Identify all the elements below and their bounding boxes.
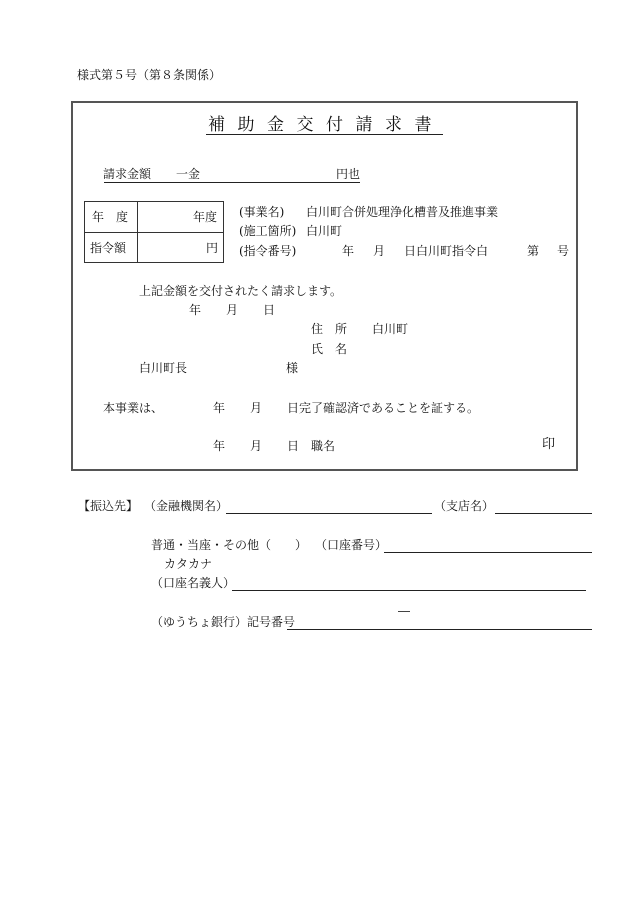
account-holder-label: （口座名義人） xyxy=(151,576,236,590)
branch-input-line[interactable] xyxy=(495,513,592,514)
yucho-input-line[interactable] xyxy=(287,629,592,630)
amount-unit: 円 xyxy=(206,241,219,255)
date-day: 日 xyxy=(263,303,276,317)
applicant-name-label: 氏 名 xyxy=(311,342,348,356)
transfer-heading: 【振込先】 xyxy=(78,499,139,513)
project-location-label: (施工箇所) xyxy=(239,224,297,238)
bank-input-line[interactable] xyxy=(226,513,432,514)
date-year: 年 xyxy=(189,303,202,317)
year-label: 年 度 xyxy=(92,210,129,224)
request-amount-suffix: 円也 xyxy=(336,167,361,181)
request-statement: 上記金額を交付されたく請求します。 xyxy=(139,284,343,298)
seal-mark: 印 xyxy=(542,437,556,452)
cert-sign-month: 月 xyxy=(250,439,263,453)
account-holder-input-line[interactable] xyxy=(232,590,586,591)
certification-suffix: 日完了確認済であることを証する。 xyxy=(287,401,480,415)
request-amount-prefix: 一金 xyxy=(176,167,201,181)
yucho-dash: ― xyxy=(398,604,410,618)
yucho-label: （ゆうちょ銀行）記号番号 xyxy=(151,615,296,629)
branch-label: （支店名） xyxy=(434,499,495,513)
cert-sign-title: 職名 xyxy=(311,439,336,453)
order-dai: 第 xyxy=(527,244,540,258)
katakana-label: カタカナ xyxy=(164,557,213,571)
cert-sign-day: 日 xyxy=(287,439,300,453)
cert-sign-year: 年 xyxy=(213,439,226,453)
recipient-name: 白川町長 xyxy=(139,361,188,375)
order-number-label: (指令番号) xyxy=(239,244,297,258)
order-year: 年 xyxy=(342,244,355,258)
amount-label: 指令額 xyxy=(90,241,127,255)
request-amount-underline xyxy=(104,182,360,183)
project-location-value: 白川町 xyxy=(306,224,343,238)
order-month: 月 xyxy=(373,244,386,258)
account-number-label: （口座番号） xyxy=(315,538,388,552)
address-label: 住 所 xyxy=(311,322,348,336)
account-type: 普通・当座・その他（ ） xyxy=(151,538,308,552)
project-name-value: 白川町合併処理浄化槽普及推進事業 xyxy=(306,205,499,219)
project-name-label: (事業名) xyxy=(239,205,285,219)
bank-label: （金融機関名） xyxy=(144,499,229,513)
form-title: 補助金交付請求書 xyxy=(208,115,444,135)
date-month: 月 xyxy=(226,303,239,317)
address-value: 白川町 xyxy=(372,322,409,336)
order-go: 号 xyxy=(557,244,570,258)
recipient-honorific: 様 xyxy=(286,361,299,375)
year-unit: 年度 xyxy=(193,210,218,224)
certification-prefix: 本事業は、 xyxy=(103,401,164,415)
certification-year: 年 xyxy=(213,401,226,415)
form-number: 様式第５号（第８条関係） xyxy=(77,68,222,82)
request-amount-label: 請求金額 xyxy=(103,167,152,181)
title-underline xyxy=(206,134,443,135)
account-number-input-line[interactable] xyxy=(384,552,592,553)
order-day-prefix: 日白川町指令白 xyxy=(404,244,489,258)
certification-month: 月 xyxy=(250,401,263,415)
